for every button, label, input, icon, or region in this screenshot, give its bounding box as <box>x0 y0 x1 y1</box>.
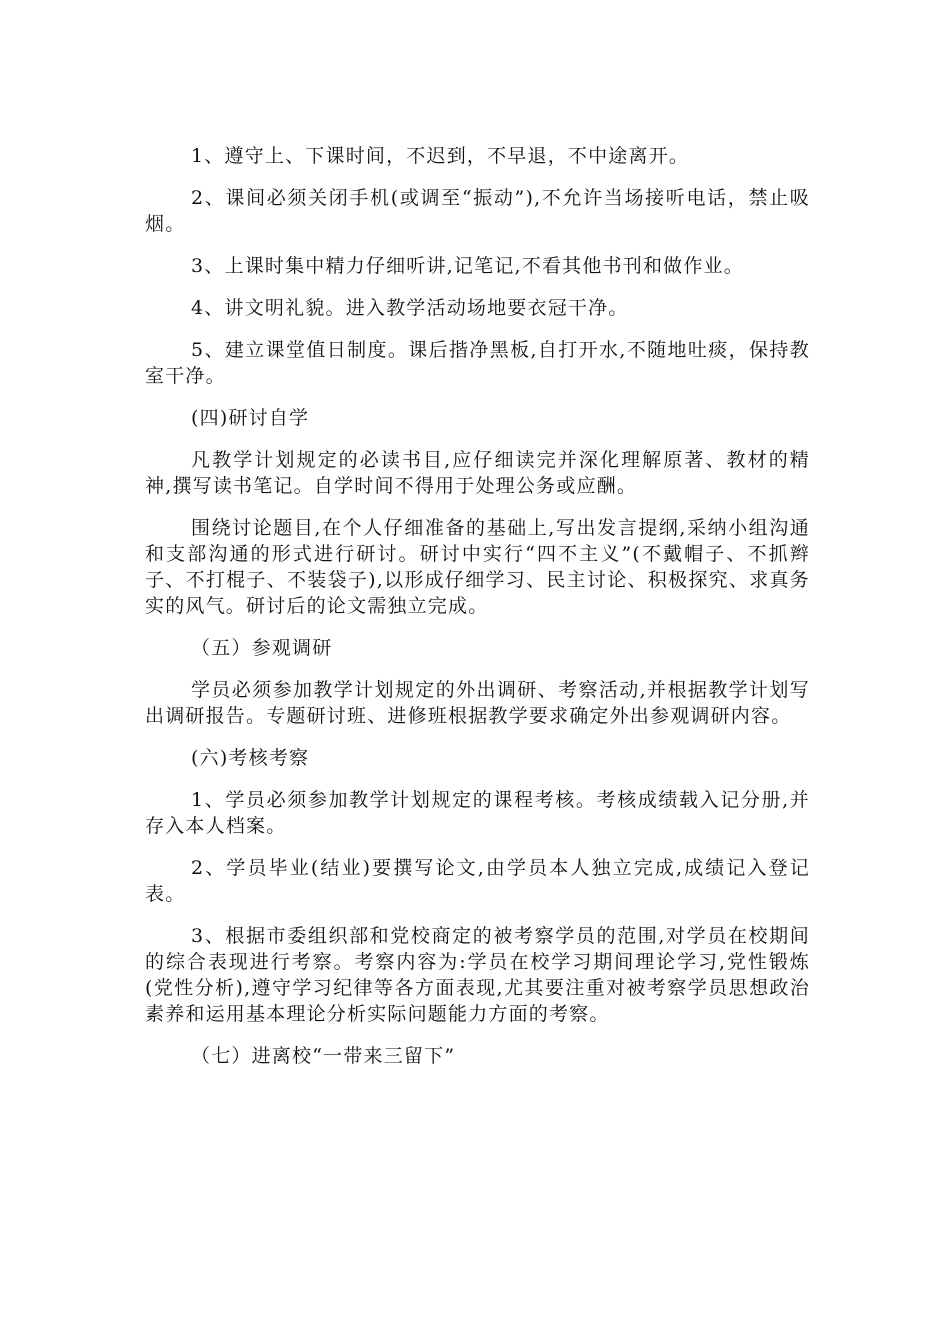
rule-item-3: 3、上课时集中精力仔细听讲,记笔记,不看其他书刊和做作业。 <box>191 255 744 277</box>
rule-item-2: 2、课间必须关闭手机(或调至“振动”),不允许当场接听电话，禁止吸烟。 <box>145 187 810 235</box>
assessment-item-3: 3、根据市委组织部和党校商定的被考察学员的范围,对学员在校期间的综合表现进行考察。考察内容为:学员在校学习期间理论学习,党性锻炼(党性分析),遵守学习纪律等各方面表现,尤其要注重对被考察学员思想政治素养和运用基本理论分析实际问题能力方面的考察。 <box>145 925 810 1025</box>
document-body <box>145 143 810 1085</box>
section-heading-4: (四)研讨自学 <box>191 407 310 429</box>
section-heading-5: （五）参观调研 <box>191 637 333 659</box>
section-heading-6: (六)考核考察 <box>191 747 310 769</box>
research-paragraph: 学员必须参加教学计划规定的外出调研、考察活动,并根据教学计划写出调研报告。专题研讨班、进修班根据教学要求确定外出参观调研内容。 <box>145 679 810 727</box>
assessment-item-1: 1、学员必须参加教学计划规定的课程考核。考核成绩载入记分册,并存入本人档案。 <box>145 789 810 837</box>
rule-item-4: 4、讲文明礼貌。进入教学活动场地要衣冠干净。 <box>191 297 629 319</box>
section-heading-7: （七）进离校“一带来三留下” <box>191 1045 456 1067</box>
discussion-paragraph: 围绕讨论题目,在个人仔细准备的基础上,写出发言提纲,采纳小组沟通和支部沟通的形式进行研讨。研讨中实行“四不主义”(不戴帽子、不抓辫子、不打棍子、不装袋子),以形成仔细学习、民主讨论、积极探究、求真务实的风气。研讨后的论文需独立完成。 <box>145 517 810 617</box>
rule-item-1: 1、遵守上、下课时间，不迟到，不早退，不中途离开。 <box>191 145 690 167</box>
assessment-item-2: 2、学员毕业(结业)要撰写论文,由学员本人独立完成,成绩记入登记表。 <box>145 857 810 905</box>
rule-item-5: 5、建立课堂值日制度。课后揩净黑板,自打开水,不随地吐痰，保持教室干净。 <box>145 339 810 387</box>
self-study-paragraph: 凡教学计划规定的必读书目,应仔细读完并深化理解原著、教材的精神,撰写读书笔记。自学时间不得用于处理公务或应酬。 <box>145 449 810 497</box>
